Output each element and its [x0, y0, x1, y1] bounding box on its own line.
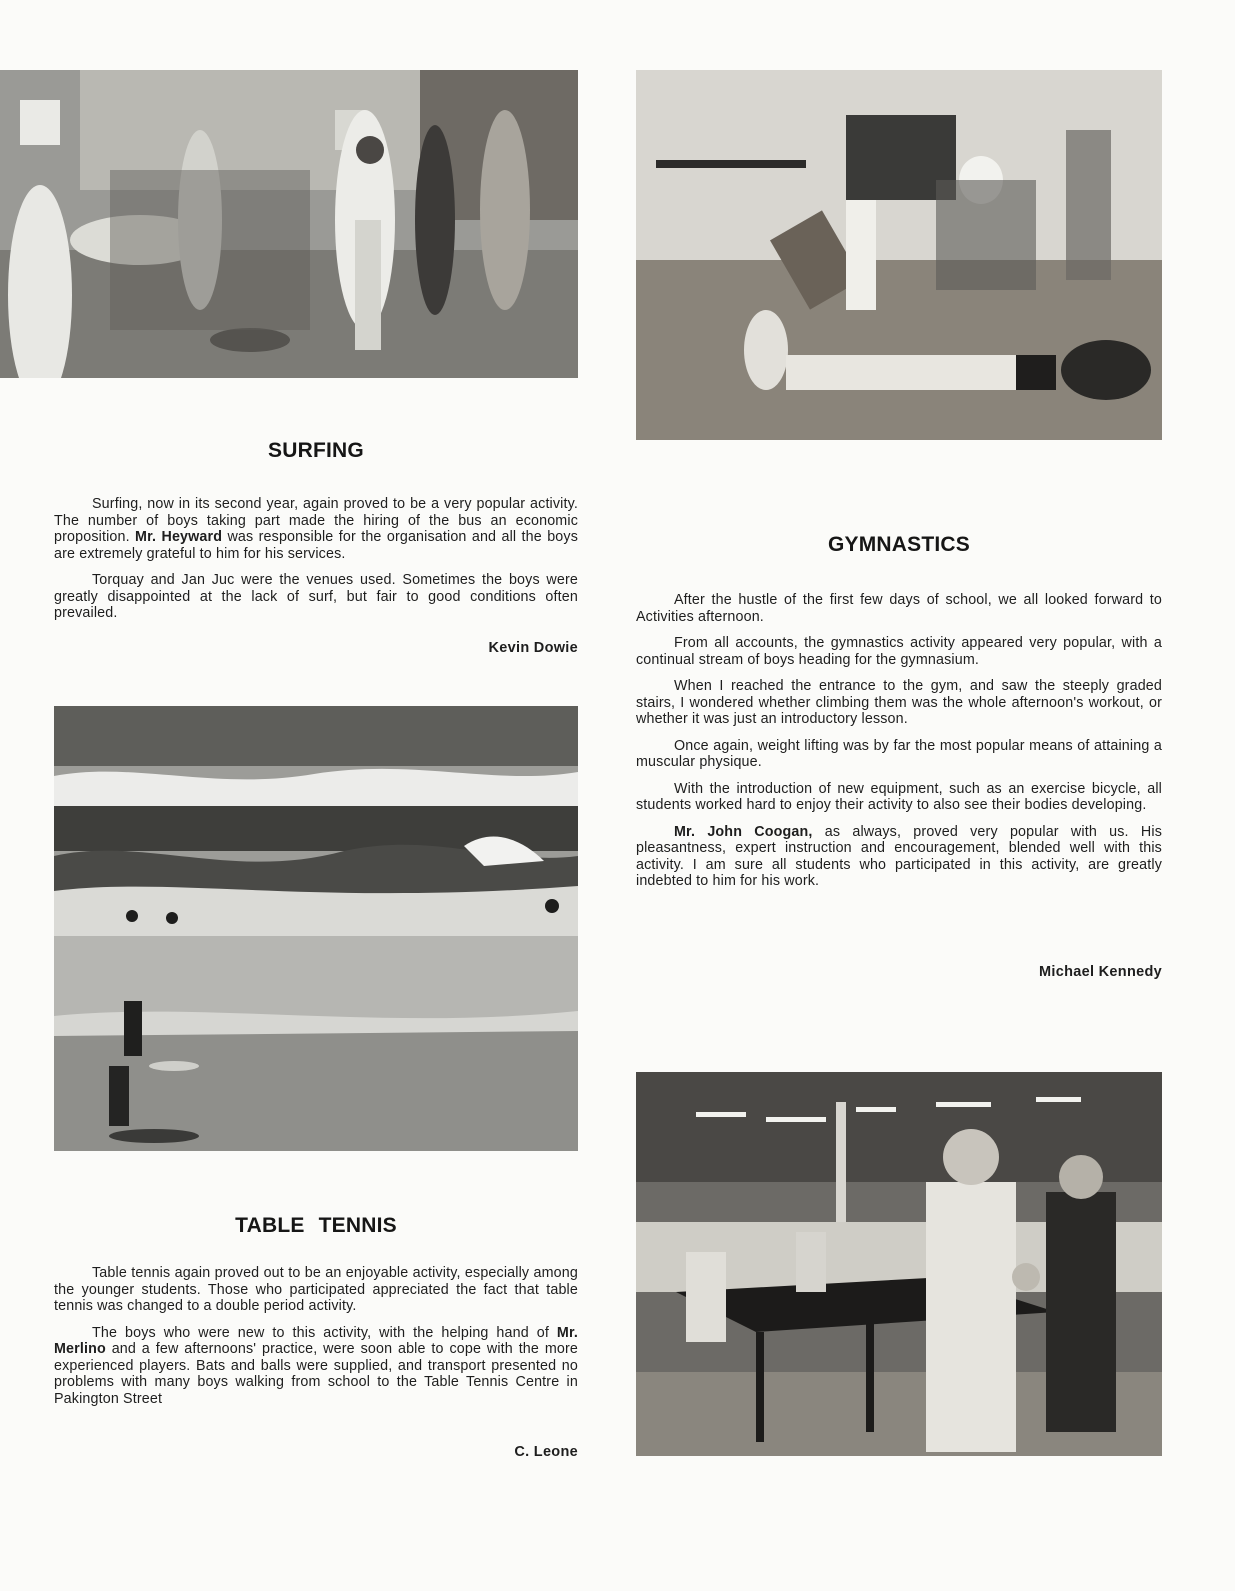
paragraph	[54, 1325, 578, 1408]
paragraph	[54, 572, 578, 622]
gymnastics-author: Michael Kennedy	[1039, 964, 1162, 980]
text-run: With the introduction of new equipment, such as an exercise bicycle, all students worked hard to enjoy their activity to also see their bodies developing.	[636, 780, 1162, 813]
surfing-group-photo	[0, 70, 578, 378]
table-tennis-title: TABLE TENNIS	[235, 1214, 397, 1237]
paragraph	[636, 592, 1162, 625]
table-tennis-body	[54, 1265, 578, 1417]
surfing-body	[54, 496, 578, 632]
bold-name: Mr. Heyward	[135, 529, 223, 545]
paragraph	[636, 738, 1162, 771]
table-tennis-photo	[636, 1072, 1162, 1456]
text-run: and a few afternoons' practice, were soon able to cope with the more experienced players. Bats and balls were supplied, and transport presented no problems with many boys walking from school to the Table Tennis Centre in Pakington Street	[54, 1341, 578, 1407]
paragraph	[54, 1265, 578, 1315]
surfing-title: SURFING	[268, 439, 364, 462]
text-run: From all accounts, the gymnastics activity appeared very popular, with a continual stream of boys heading for the gymnasium.	[636, 635, 1162, 668]
text-run: Once again, weight lifting was by far the most popular means of attaining a muscular physique.	[636, 737, 1162, 770]
text-run: Table tennis again proved out to be an enjoyable activity, especially among the younger students. Those who participated appreciated the fact that table tennis was changed to a double period activity.	[54, 1265, 578, 1314]
text-run: When I reached the entrance to the gym, and saw the steeply graded stairs, I wondered whether climbing them was the whole afternoon's workout, or whether it was just an introductory lesson.	[636, 678, 1162, 727]
text-run: as always, proved very popular with us. His pleasantness, expert instruction and encouragement, blended well with this activity. I am sure all students who participated in this activity, are greatly indebted to him for his work.	[636, 823, 1162, 889]
text-run: After the hustle of the first few days of school, we all looked forward to Activities afternoon.	[636, 592, 1162, 625]
bold-name: Mr. Merlino	[54, 1324, 578, 1357]
paragraph	[54, 496, 578, 562]
gymnastics-photo	[636, 70, 1162, 440]
paragraph	[636, 678, 1162, 728]
table-tennis-author: C. Leone	[514, 1444, 578, 1460]
text-run: The boys who were new to this activity, with the helping hand of	[92, 1324, 557, 1341]
surfing-author: Kevin Dowie	[488, 640, 578, 656]
bold-name: Mr. John Coogan,	[674, 823, 813, 840]
gymnastics-body	[636, 592, 1162, 900]
paragraph	[636, 781, 1162, 814]
paragraph	[636, 635, 1162, 668]
surf-beach-photo	[54, 706, 578, 1151]
gymnastics-title: GYMNASTICS	[827, 533, 970, 556]
text-run: was responsible for the organisation and all the boys are extremely grateful to him for his services.	[54, 529, 579, 562]
paragraph	[636, 824, 1162, 890]
text-run: Surfing, now in its second year, again proved to be a very popular activity. The number of boys taking part made the hiring of the bus an economic proposition.	[54, 496, 578, 545]
text-run: Torquay and Jan Juc were the venues used. Sometimes the boys were greatly disappointed at the lack of surf, but fair to good conditions often prevailed.	[54, 572, 578, 621]
